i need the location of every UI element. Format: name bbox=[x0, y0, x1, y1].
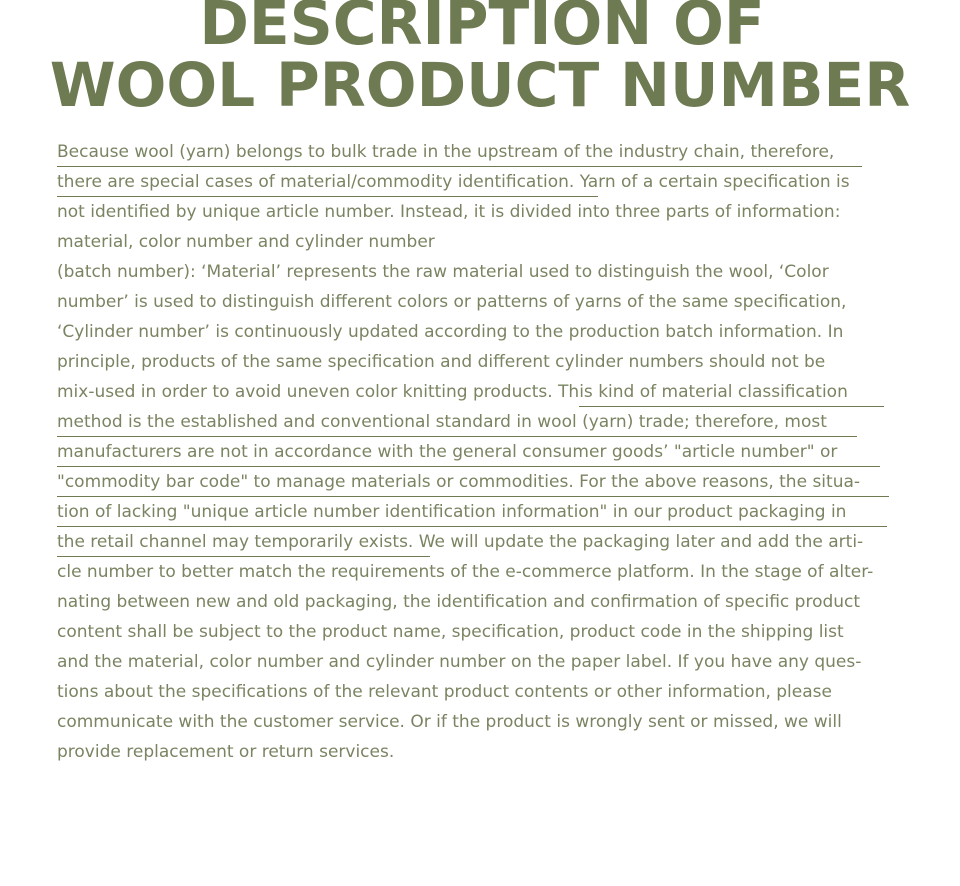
title-line-2: WOOL PRODUCT NUMBER bbox=[49, 50, 911, 121]
text-line-16-content: nating between new and old packaging, the identification and confirmation of specific product bbox=[57, 592, 861, 612]
text-line-5-content: (batch number): ‘Material’ represents the raw material used to distinguish the wool, ‘Color bbox=[57, 262, 829, 282]
text-line-2 bbox=[57, 167, 917, 197]
text-line-16 bbox=[57, 587, 917, 617]
text-line-11 bbox=[57, 437, 917, 467]
text-line-10 bbox=[57, 407, 917, 437]
text-line-7-content: ‘Cylinder number’ is continuously updated according to the production batch information. In bbox=[57, 322, 844, 342]
text-line-2-content: there are special cases of material/commodity identification. Yarn of a certain specification is bbox=[57, 172, 850, 192]
text-line-19 bbox=[57, 677, 917, 707]
text-line-6-content: number’ is used to distinguish different colors or patterns of yarns of the same specification, bbox=[57, 292, 847, 312]
title-line-1: DESCRIPTION OF bbox=[199, 0, 765, 59]
description-text bbox=[57, 137, 917, 767]
text-line-14 bbox=[57, 527, 917, 557]
text-line-17-content: content shall be subject to the product name, specification, product code in the shipping list bbox=[57, 622, 844, 642]
text-line-12 bbox=[57, 467, 917, 497]
text-line-9-content: mix-used in order to avoid uneven color knitting products. This kind of material classification bbox=[57, 382, 848, 402]
text-line-19-content: tions about the specifications of the relevant product contents or other information, please bbox=[57, 682, 832, 702]
text-line-21 bbox=[57, 737, 917, 767]
text-line-14-content: the retail channel may temporarily exists. We will update the packaging later and add the arti- bbox=[57, 532, 864, 552]
text-line-1 bbox=[57, 137, 917, 167]
text-line-6 bbox=[57, 287, 917, 317]
text-line-9 bbox=[57, 377, 917, 407]
text-line-10-content: method is the established and conventional standard in wool (yarn) trade; therefore, most bbox=[57, 412, 827, 432]
text-line-3 bbox=[57, 197, 917, 227]
text-line-8-content: principle, products of the same specification and different cylinder numbers should not be bbox=[57, 352, 826, 372]
text-line-11-content: manufacturers are not in accordance with the general consumer goods’ "article number" or bbox=[57, 442, 838, 462]
text-line-8 bbox=[57, 347, 917, 377]
text-line-18-content: and the material, color number and cylinder number on the paper label. If you have any ques- bbox=[57, 652, 862, 672]
text-line-15-content: cle number to better match the requirements of the e-commerce platform. In the stage of alter- bbox=[57, 562, 874, 582]
text-line-15 bbox=[57, 557, 917, 587]
text-line-7 bbox=[57, 317, 917, 347]
text-line-12-content: "commodity bar code" to manage materials or commodities. For the above reasons, the situa- bbox=[57, 472, 861, 492]
text-line-17 bbox=[57, 617, 917, 647]
text-line-13-content: tion of lacking "unique article number identification information" in our product packaging in bbox=[57, 502, 847, 522]
text-line-20 bbox=[57, 707, 917, 737]
text-line-18 bbox=[57, 647, 917, 677]
text-line-3-content: not identified by unique article number. Instead, it is divided into three parts of information: bbox=[57, 202, 841, 222]
text-line-1-content: Because wool (yarn) belongs to bulk trade in the upstream of the industry chain, therefore, bbox=[57, 142, 835, 162]
text-line-13 bbox=[57, 497, 917, 527]
text-line-20-content: communicate with the customer service. Or if the product is wrongly sent or missed, we will bbox=[57, 712, 842, 732]
text-line-5 bbox=[57, 257, 917, 287]
text-line-4-content: material, color number and cylinder number bbox=[57, 232, 435, 252]
text-line-21-content: provide replacement or return services. bbox=[57, 742, 395, 762]
text-line-4 bbox=[57, 227, 917, 257]
